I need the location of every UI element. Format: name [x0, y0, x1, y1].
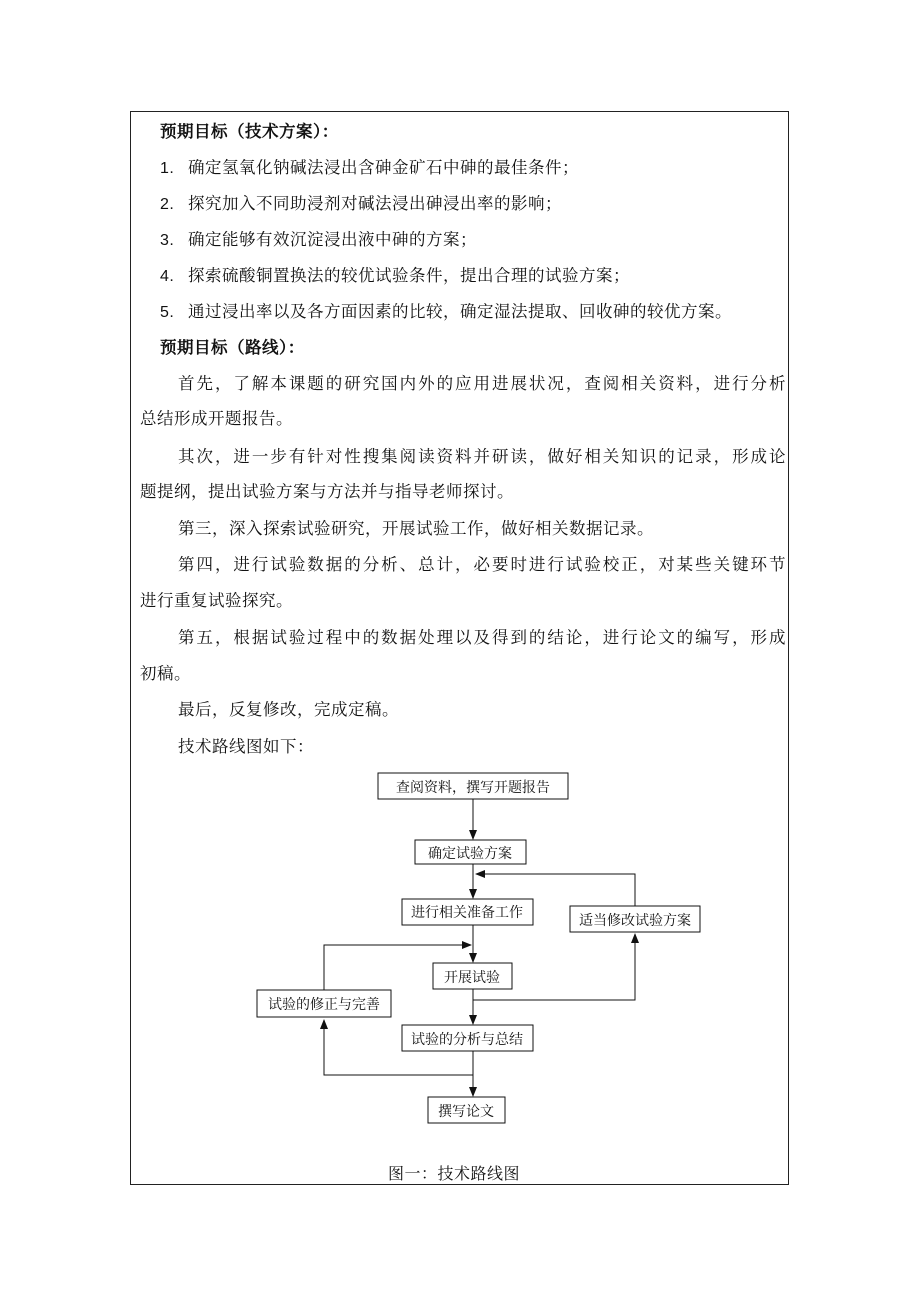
list-number: 5. [160, 304, 175, 321]
figure-caption: 图一：技术路线图 [388, 1164, 521, 1183]
flow-box-label: 撰写论文 [438, 1103, 494, 1119]
list-number: 2. [160, 196, 175, 213]
section-heading-route: 预期目标（路线）： [160, 338, 305, 357]
list-text: 确定能够有效沉淀浸出液中砷的方案； [188, 230, 477, 249]
paragraph-line: 总结形成开题报告。 [140, 409, 293, 428]
list-number: 4. [160, 268, 175, 285]
list-text: 探索硫酸铜置换法的较优试验条件，提出合理的试验方案； [188, 266, 630, 285]
section-heading-technical: 预期目标（技术方案）： [160, 122, 339, 141]
list-number: 1. [160, 160, 175, 177]
flow-box-label: 适当修改试验方案 [579, 912, 691, 928]
paragraph-line: 题提纲，提出试验方案与方法并与指导老师探讨。 [140, 482, 514, 501]
paragraph-line: 第三，深入探索试验研究，开展试验工作，做好相关数据记录。 [178, 519, 654, 538]
flow-box-label: 开展试验 [444, 969, 500, 985]
flow-box-label: 试验的分析与总结 [411, 1031, 523, 1047]
paragraph-line: 初稿。 [140, 664, 191, 683]
paragraph-line: 最后，反复修改，完成定稿。 [178, 700, 399, 719]
list-text: 通过浸出率以及各方面因素的比较，确定湿法提取、回收砷的较优方案。 [188, 302, 732, 321]
flow-box-label: 查阅资料，撰写开题报告 [396, 779, 550, 795]
paragraph-line: 进行重复试验探究。 [140, 591, 293, 610]
list-text: 探究加入不同助浸剂对碱法浸出砷浸出率的影响； [188, 194, 562, 213]
paragraph-line: 第五，根据试验过程中的数据处理以及得到的结论，进行论文的编写，形成 [178, 628, 786, 647]
list-text: 确定氢氧化钠碱法浸出含砷金矿石中砷的最佳条件； [188, 158, 579, 177]
paragraph-line: 首先，了解本课题的研究国内外的应用进展状况，查阅相关资料，进行分析 [178, 374, 786, 393]
paragraph-line: 第四，进行试验数据的分析、总计，必要时进行试验校正，对某些关键环节 [178, 555, 786, 574]
flow-box-label: 进行相关准备工作 [411, 904, 523, 920]
paragraph-line: 其次，进一步有针对性搜集阅读资料并研读，做好相关知识的记录，形成论 [178, 447, 786, 466]
flow-box-label: 试验的修正与完善 [268, 996, 380, 1012]
paragraph-line: 技术路线图如下： [178, 737, 314, 756]
flow-box-label: 确定试验方案 [428, 845, 512, 861]
list-number: 3. [160, 232, 175, 249]
